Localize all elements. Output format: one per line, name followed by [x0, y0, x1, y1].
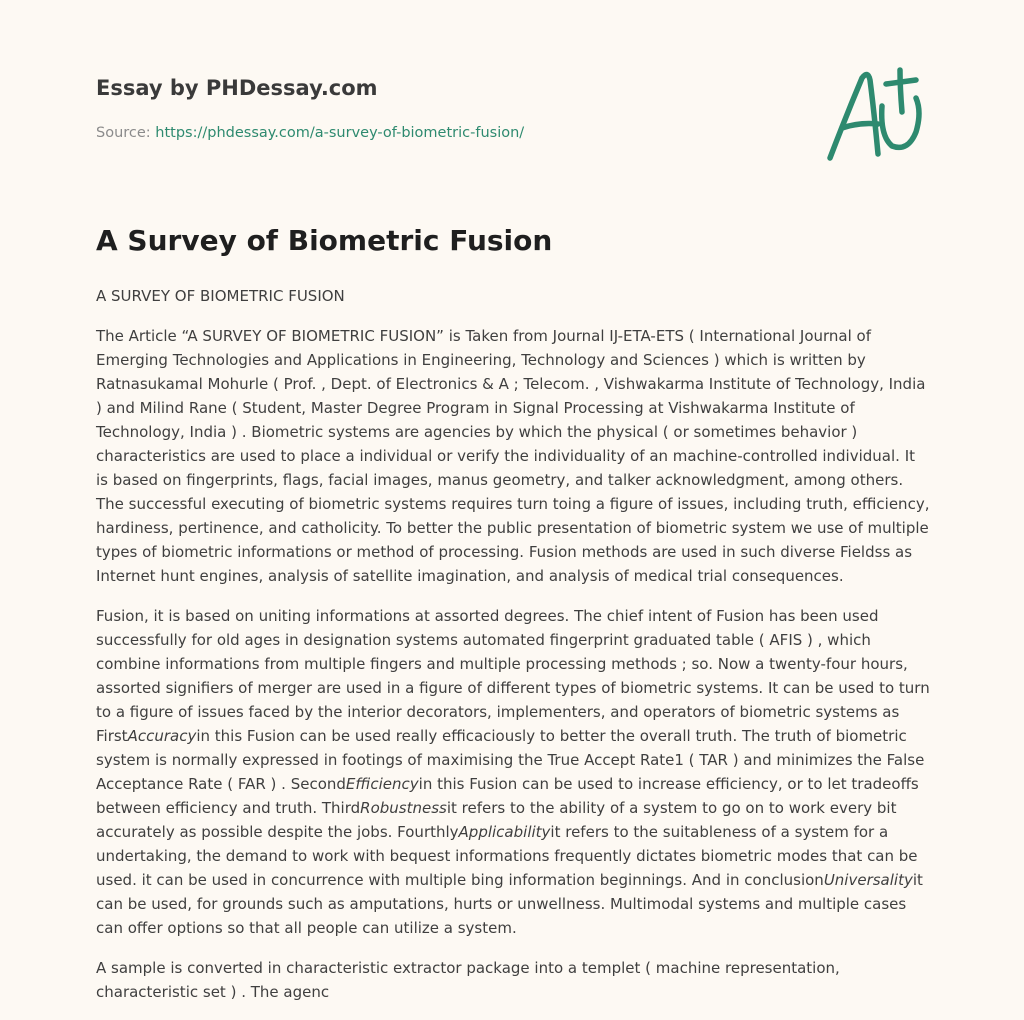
essay-subtitle: A SURVEY OF BIOMETRIC FUSION [96, 287, 345, 305]
paragraph-2-text-2: in this Fusion can be used really efficaciously to better the overall truth. The truth of biometric system is normally expressed in footings of maximising the True Accept Rate1 ( TAR ) and minimizes the False Acceptance Rate ( FAR ) . Second [96, 727, 925, 793]
site-brand: Essay by PHDessay.com [96, 76, 378, 100]
term-efficiency: Efficiency [345, 775, 419, 793]
paragraph-2 [96, 604, 930, 940]
paragraph-2-text-5: it refers to the suitableness of a system for a undertaking, the demand to work with bequest informations frequently dictates biometric modes that can be used. it can be used in concurrence with multiple bing information beginnings. And in conclusion [96, 823, 918, 889]
paragraph-3: A sample is converted in characteristic extractor package into a templet ( machine representation, characteristic set ) . The agenc [96, 959, 840, 1001]
paragraph-1: The Article “A SURVEY OF BIOMETRIC FUSION” is Taken from Journal IJ-ETA-ETS ( International Journal of Emerging Technologies and Applications in Engineering, Technology and Sciences ) which is written by Ratnasukamal Mohurle ( Prof. , Dept. of Electronics & A ; Telecom. , Vishwakarma Institute of Technology, India ) and Milind Rane ( Student, Master Degree Program in Signal Processing at Vishwakarma Institute of Technology, India ) . Biometric systems are agencies by which the physical ( or sometimes behavior ) characteristics are used to place a individual or verify the individuality of an machine-controlled individual. It is based on fingerprints, flags, facial images, manus geometry, and talker acknowledgment, among others. The successful executing of biometric systems requires turn toing a figure of issues, including truth, efficiency, hardiness, pertinence, and catholicity. To better the public presentation of biometric system we use of multiple types of biometric informations or method of processing. Fusion methods are used in such diverse Fieldss as Internet hunt engines, analysis of satellite imagination, and analysis of medical trial consequences. [96, 327, 930, 585]
essay-title: A Survey of Biometric Fusion [96, 224, 553, 257]
term-applicability: Applicability [458, 823, 551, 841]
paragraph-2-text-3: in this Fusion can be used to increase efficiency, or to let tradeoffs between efficiency and truth. Third [96, 775, 919, 817]
term-accuracy: Accuracy [127, 727, 197, 745]
paragraph-2-text-1: Fusion, it is based on uniting informations at assorted degrees. The chief intent of Fusion has been used successfully for old ages in designation systems automated fingerprint graduated table ( AFIS ) , which combine informations from multiple fingers and multiple processing methods ; so. Now a twenty-four hours, assorted signifiers of merger are used in a figure of different types of biometric systems. It can be used to turn to a figure of issues faced by the interior decorators, implementers, and operators of biometric systems as First [96, 607, 930, 745]
essay-body [96, 284, 930, 1020]
source-line [96, 125, 524, 141]
term-robustness: Robustness [360, 799, 447, 817]
paragraph-2-text-6: it can be used, for grounds such as amputations, hurts or unwellness. Multimodal systems and multiple cases can offer options so that all people can utilize a system. [96, 871, 923, 937]
paragraph-2-text-4: it refers to the ability of a system to go on to work every bit accurately as possible despite the jobs. Fourthly [96, 799, 897, 841]
source-link[interactable]: https://phdessay.com/a-survey-of-biometric-fusion/ [155, 125, 525, 141]
a-plus-logo-icon [820, 66, 932, 166]
term-universality: Universality [823, 871, 913, 889]
source-label: Source: [96, 125, 156, 141]
